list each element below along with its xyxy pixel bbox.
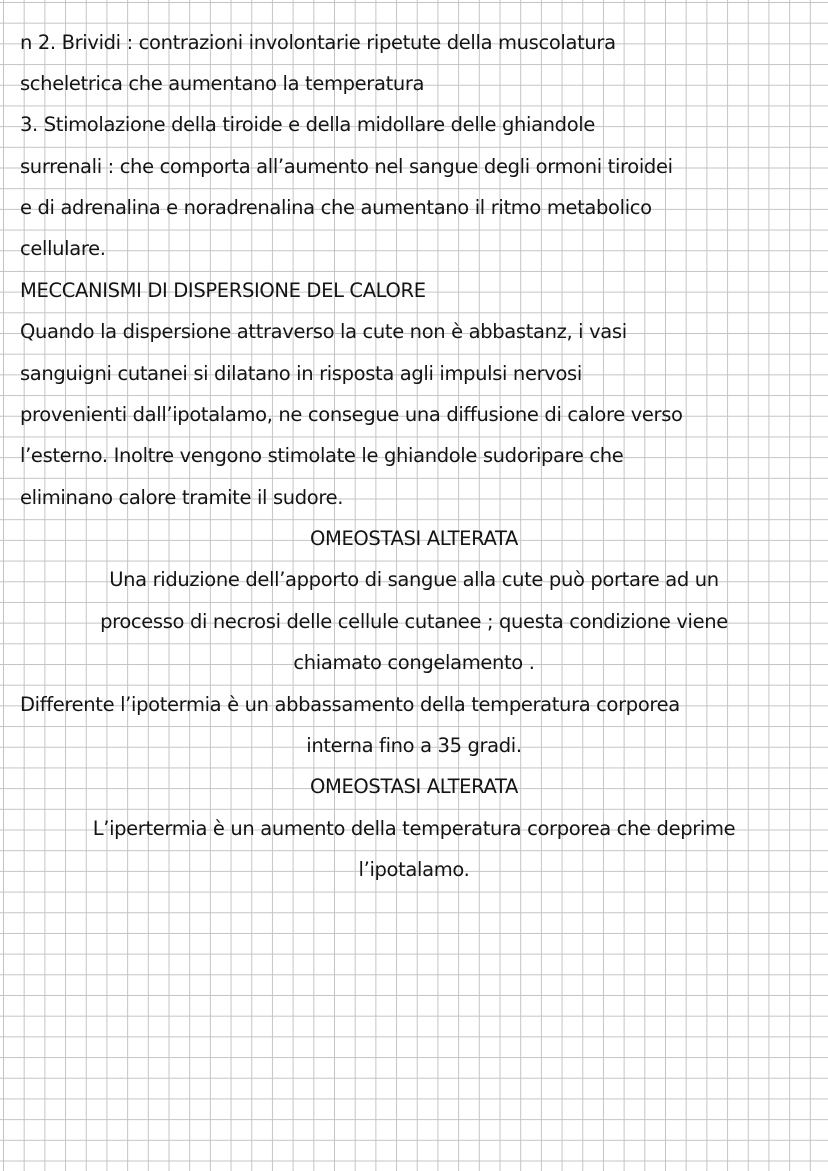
text-line: cellulare. [20,237,106,260]
text-line: sanguigni cutanei si dilatano in risposta agli impulsi nervosi [20,362,582,385]
text-line: eliminano calore tramite il sudore. [20,486,344,509]
section-heading: OMEOSTASI ALTERATA [309,775,519,798]
text-line: Una riduzione dell’apporto di sangue alla cute può portare ad un [109,568,719,591]
text-line: surrenali : che comporta all’aumento nel sangue degli ormoni tiroidei [20,155,673,178]
text-line: interna fino a 35 gradi. [306,734,522,757]
text-line: L’ipertermia è un aumento della temperatura corporea che deprime [92,817,736,840]
text-line: 3. Stimolazione della tiroide e della midollare delle ghiandole [20,113,595,136]
text-line: l’esterno. Inoltre vengono stimolate le ghiandole sudoripare che [20,444,624,467]
section-heading: OMEOSTASI ALTERATA [309,527,519,550]
text-line: Quando la dispersione attraverso la cute non è abbastanz, i vasi [20,320,627,343]
text-line: n 2. Brividi : contrazioni involontarie ripetute della muscolatura [20,31,616,54]
section-heading: MECCANISMI DI DISPERSIONE DEL CALORE [20,279,426,302]
text-line: provenienti dall’ipotalamo, ne consegue una diffusione di calore verso [20,403,683,426]
text-line: e di adrenalina e noradrenalina che aumentano il ritmo metabolico [20,196,652,219]
text-line: processo di necrosi delle cellule cutanee ; questa condizione viene [100,610,728,633]
text-line: chiamato congelamento . [293,651,535,674]
text-line: l’ipotalamo. [358,858,470,881]
text-line: scheletrica che aumentano la temperatura [20,72,425,95]
text-line: Differente l’ipotermia è un abbassamento della temperatura corporea [20,693,680,716]
